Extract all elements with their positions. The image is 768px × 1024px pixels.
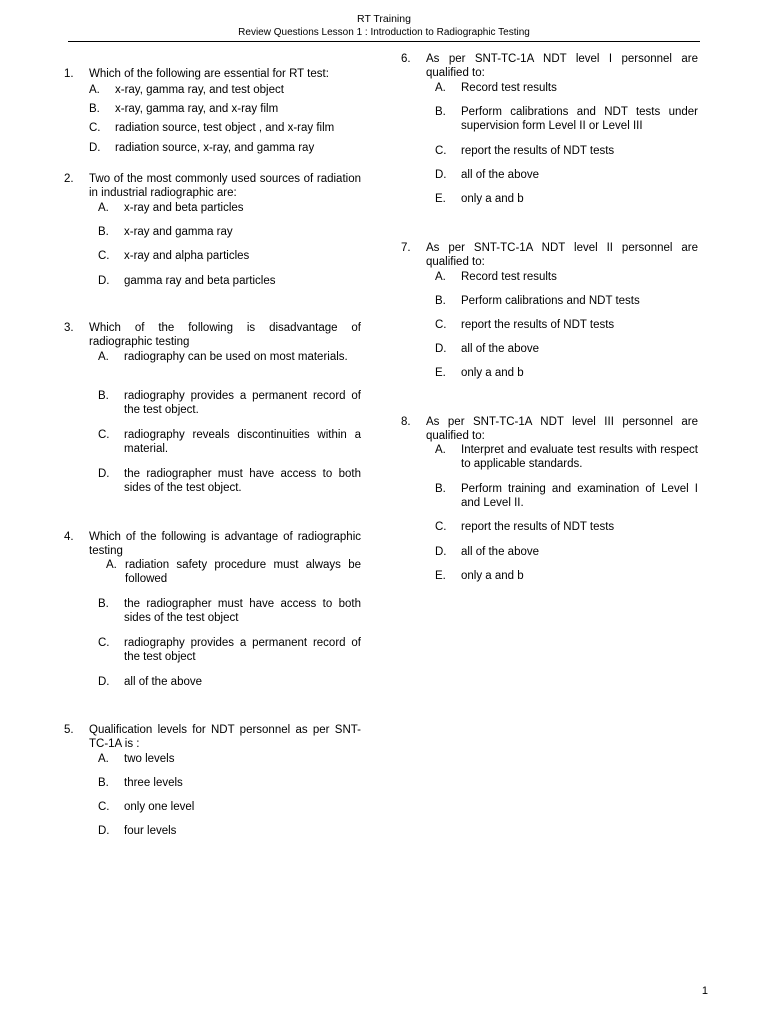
option-letter: D. [98, 676, 110, 688]
answer-option [98, 428, 361, 456]
question-7 [401, 241, 698, 269]
option-text: x-ray and gamma ray [124, 226, 233, 238]
answer-option [435, 144, 698, 158]
question-text: As per SNT-TC-1A NDT level I personnel are qualified to: [426, 53, 698, 79]
question-text: Qualification levels for NDT personnel as per SNT-TC-1A is : [89, 724, 361, 750]
option-letter: D. [98, 825, 110, 837]
option-letter: C. [98, 801, 110, 813]
answer-option [98, 752, 361, 766]
option-text: two levels [124, 753, 175, 765]
answer-option [98, 249, 361, 263]
option-letter: E. [435, 193, 446, 205]
option-text: report the results of NDT tests [461, 145, 615, 157]
option-letter: C. [98, 429, 110, 441]
answer-option [435, 366, 698, 380]
option-letter: B. [435, 106, 446, 118]
option-text: only a and b [461, 570, 524, 582]
question-number: 6. [401, 53, 411, 65]
option-text: Perform training and examination of Level I and Level II. [461, 483, 698, 509]
question-number: 2. [64, 173, 74, 185]
answer-option [98, 274, 361, 288]
option-letter: A. [98, 202, 109, 214]
question-stem [64, 530, 361, 558]
question-text: Which of the following are essential for RT test: [89, 68, 329, 80]
question-8 [401, 415, 698, 443]
answer-option [435, 520, 698, 534]
answer-option [89, 121, 361, 135]
question-stem [401, 241, 698, 269]
option-letter: D. [435, 546, 447, 558]
answer-option [435, 192, 698, 206]
option-letter: D. [89, 142, 101, 154]
option-letter: D. [435, 169, 447, 181]
question-text: Two of the most commonly used sources of radiation in industrial radiographic are: [89, 173, 361, 199]
option-letter: E. [435, 367, 446, 379]
answer-option [89, 102, 361, 116]
option-text: radiography reveals discontinuities within a material. [124, 429, 361, 455]
question-stem [64, 172, 361, 200]
option-text: gamma ray and beta particles [124, 275, 276, 287]
answer-option [89, 141, 361, 155]
question-number: 1. [64, 68, 74, 80]
option-text: radiography provides a permanent record of the test object [124, 637, 361, 663]
option-letter: B. [435, 295, 446, 307]
option-letter: C. [89, 122, 101, 134]
header-divider [68, 41, 700, 42]
option-letter: A. [106, 559, 117, 571]
option-text: all of the above [461, 343, 540, 355]
answer-option [89, 83, 361, 97]
answer-option [98, 636, 361, 664]
question-number: 8. [401, 416, 411, 428]
option-letter: A. [89, 84, 100, 96]
option-text: all of the above [124, 676, 203, 688]
option-text: Record test results [461, 82, 557, 94]
option-letter: D. [98, 275, 110, 287]
question-stem [401, 415, 698, 443]
option-letter: B. [98, 390, 109, 402]
option-letter: C. [435, 319, 447, 331]
option-letter: B. [98, 226, 109, 238]
question-text: Which of the following is advantage of radiographic testing [89, 531, 361, 557]
option-letter: D. [98, 468, 110, 480]
answer-option [98, 824, 361, 838]
question-6 [401, 52, 698, 80]
option-letter: A. [98, 753, 109, 765]
question-stem [64, 321, 361, 349]
option-letter: A. [98, 351, 109, 363]
page-number: 1 [701, 985, 708, 997]
answer-option [98, 675, 361, 689]
option-letter: B. [98, 598, 109, 610]
answer-option [435, 569, 698, 583]
answer-option [98, 597, 361, 625]
question-number: 3. [64, 322, 74, 334]
question-2 [64, 172, 361, 200]
question-text: As per SNT-TC-1A NDT level III personnel are qualified to: [426, 416, 698, 442]
question-5 [64, 723, 361, 751]
option-text: the radiographer must have access to both sides of the test object. [124, 468, 361, 494]
option-text: all of the above [461, 546, 540, 558]
option-text: radiation source, x-ray, and gamma ray [115, 142, 315, 154]
answer-option [435, 545, 698, 559]
answer-option [435, 168, 698, 182]
question-3 [64, 321, 361, 349]
option-text: radiation source, test object , and x-ray film [115, 122, 335, 134]
answer-option [435, 318, 698, 332]
question-number: 4. [64, 531, 74, 543]
option-letter: E. [435, 570, 446, 582]
question-1 [64, 67, 361, 81]
option-text: radiography provides a permanent record of the test object. [124, 390, 361, 416]
question-stem [401, 52, 698, 80]
question-number: 7. [401, 242, 411, 254]
option-text: Record test results [461, 271, 557, 283]
answer-option [435, 81, 698, 95]
page-header [68, 13, 700, 39]
answer-option [106, 558, 361, 586]
option-text: all of the above [461, 169, 540, 181]
document-subtitle: Review Questions Lesson 1 : Introduction to Radiographic Testing [238, 27, 530, 38]
option-text: four levels [124, 825, 177, 837]
option-text: Interpret and evaluate test results with respect to applicable standards. [461, 444, 698, 470]
option-text: radiation safety procedure must always be followed [125, 559, 361, 585]
answer-option [435, 294, 698, 308]
option-text: x-ray, gamma ray, and test object [115, 84, 284, 96]
option-letter: B. [98, 777, 109, 789]
option-text: the radiographer must have access to both sides of the test object [124, 598, 361, 624]
option-letter: C. [435, 521, 447, 533]
option-letter: B. [89, 103, 100, 115]
answer-option [435, 342, 698, 356]
answer-option [98, 201, 361, 215]
answer-option [435, 105, 698, 133]
option-letter: A. [435, 271, 446, 283]
answer-option [98, 776, 361, 790]
question-text: Which of the following is disadvantage of radiographic testing [89, 322, 361, 348]
answer-option [435, 270, 698, 284]
option-text: only a and b [461, 367, 524, 379]
option-letter: C. [98, 637, 110, 649]
question-stem [64, 67, 361, 81]
option-letter: A. [435, 444, 446, 456]
option-text: three levels [124, 777, 183, 789]
option-letter: A. [435, 82, 446, 94]
option-letter: C. [435, 145, 447, 157]
option-text: radiography can be used on most materials. [124, 351, 348, 363]
answer-option [98, 467, 361, 495]
answer-option [435, 482, 698, 510]
option-text: only a and b [461, 193, 524, 205]
option-text: x-ray and beta particles [124, 202, 244, 214]
answer-option [98, 350, 361, 364]
option-letter: D. [435, 343, 447, 355]
option-text: only one level [124, 801, 195, 813]
question-stem [64, 723, 361, 751]
answer-option [98, 225, 361, 239]
option-text: x-ray and alpha particles [124, 250, 250, 262]
option-text: x-ray, gamma ray, and x-ray film [115, 103, 279, 115]
option-text: report the results of NDT tests [461, 319, 615, 331]
answer-option [435, 443, 698, 471]
option-text: report the results of NDT tests [461, 521, 615, 533]
question-text: As per SNT-TC-1A NDT level II personnel are qualified to: [426, 242, 698, 268]
document-title: RT Training [357, 13, 411, 25]
question-4 [64, 530, 361, 558]
option-text: Perform calibrations and NDT tests under supervision form Level II or Level III [461, 106, 698, 132]
answer-option [98, 800, 361, 814]
option-letter: B. [435, 483, 446, 495]
answer-option [98, 389, 361, 417]
question-number: 5. [64, 724, 74, 736]
option-text: Perform calibrations and NDT tests [461, 295, 640, 307]
option-letter: C. [98, 250, 110, 262]
